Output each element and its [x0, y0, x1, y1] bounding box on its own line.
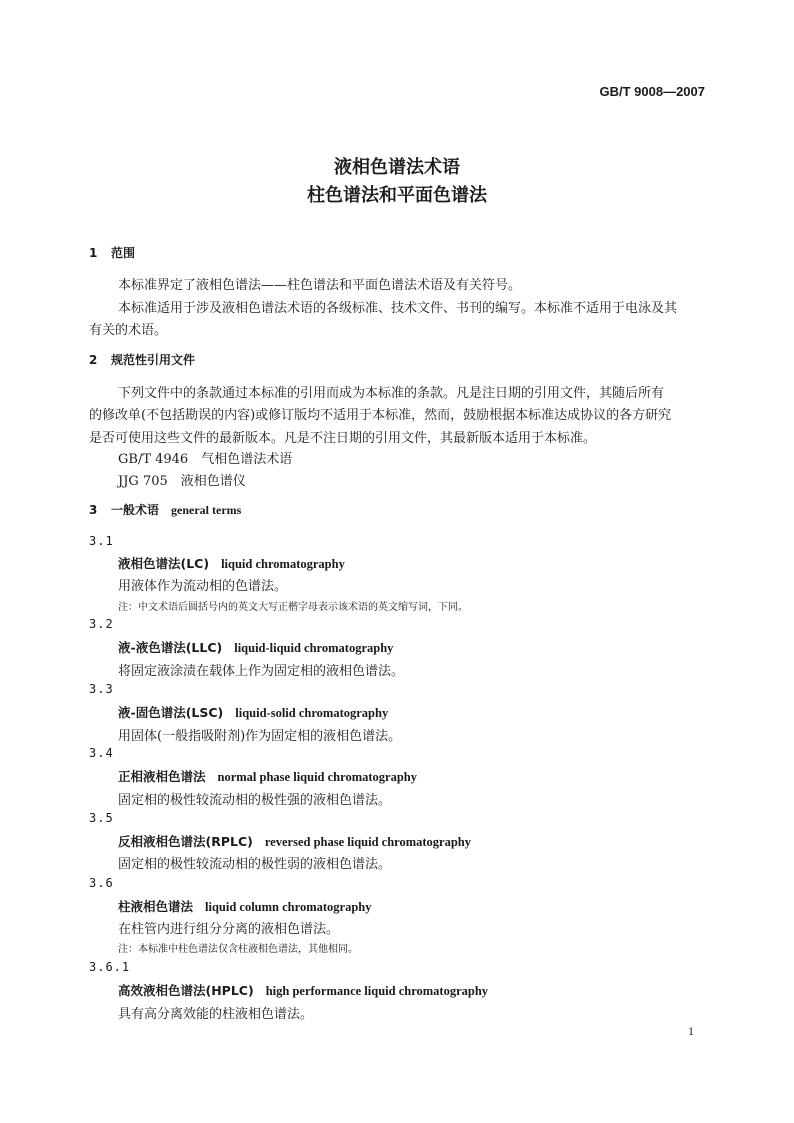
term-zh: 高效液相色谱法(HPLC): [118, 983, 254, 998]
term-definition: 固定相的极性较流动相的极性强的液相色谱法。: [118, 793, 392, 808]
term-heading: [118, 897, 371, 915]
term-number: 3.3: [89, 682, 114, 696]
term-note: 注：本标准中柱色谱法仅含柱液相色谱法，其他相同。: [118, 944, 358, 955]
term-definition: 用固体(一般指吸附剂)作为固定相的液相色谱法。: [118, 729, 402, 744]
section-title: 规范性引用文件: [111, 353, 196, 367]
paragraph: 本标准界定了液相色谱法——柱色谱法和平面色谱法术语及有关符号。: [118, 278, 522, 293]
term-number: 3.5: [89, 811, 114, 825]
section-heading-general-terms: [89, 501, 241, 518]
paragraph: 本标准适用于涉及液相色谱法术语的各级标准、技术文件、书刊的编写。本标准不适用于电泳及其: [118, 301, 678, 316]
term-en: liquid-liquid chromatography: [234, 641, 394, 655]
section-heading-scope: [89, 244, 135, 261]
section-title-en: general terms: [171, 503, 242, 517]
document-title-line-2: 柱色谱法和平面色谱法: [307, 185, 487, 206]
term-definition: 具有高分离效能的柱液相色谱法。: [118, 1007, 314, 1022]
term-en: liquid chromatography: [221, 557, 345, 571]
term-definition: 在柱管内进行组分分离的液相色谱法。: [118, 922, 340, 937]
term-zh: 液相色谱法(LC): [118, 556, 210, 571]
paragraph-continuation: 是否可使用这些文件的最新版本。凡是不注日期的引用文件，其最新版本适用于本标准。: [89, 431, 597, 446]
term-number: 3.6: [89, 876, 114, 890]
term-heading: [118, 703, 388, 721]
page-number: 1: [688, 1024, 694, 1038]
term-zh: 液-液色谱法(LLC): [118, 640, 223, 655]
term-en: liquid column chromatography: [205, 900, 372, 914]
document-title-line-1: 液相色谱法术语: [334, 157, 460, 178]
term-zh: 柱液相色谱法: [118, 899, 194, 914]
paragraph-continuation: 的修改单(不包括勘误的内容)或修订版均不适用于本标准，然而，鼓励根据本标准达成协议的各方研究: [89, 408, 672, 423]
term-heading: [118, 767, 417, 785]
term-number: 3.6.1: [89, 960, 131, 974]
section-number: 3: [89, 503, 98, 517]
section-heading-normative-references: [89, 351, 195, 368]
term-zh: 反相液相色谱法(RPLC): [118, 834, 253, 849]
term-en: reversed phase liquid chromatography: [264, 835, 472, 849]
section-title: 范围: [111, 246, 136, 260]
term-definition: 用液体作为流动相的色谱法。: [118, 579, 288, 594]
term-definition: 将固定液涂渍在载体上作为固定相的液相色谱法。: [118, 664, 405, 679]
term-heading: [118, 981, 488, 999]
section-number: 2: [89, 353, 98, 367]
term-heading: [118, 638, 393, 656]
section-number: 1: [89, 246, 98, 260]
term-en: high performance liquid chromatography: [265, 984, 489, 998]
term-number: 3.2: [89, 617, 114, 631]
paragraph-continuation: 有关的术语。: [89, 323, 168, 338]
term-zh: 正相液相色谱法: [118, 769, 206, 784]
term-zh: 液-固色谱法(LSC): [118, 705, 224, 720]
term-en: liquid-solid chromatography: [235, 706, 389, 720]
section-title-zh: 一般术语: [111, 503, 160, 517]
reference-item: GB/T 4946 气相色谱法术语: [118, 452, 293, 467]
term-heading: [118, 832, 471, 850]
term-en: normal phase liquid chromatography: [217, 770, 417, 784]
paragraph: 下列文件中的条款通过本标准的引用而成为本标准的条款。凡是注日期的引用文件，其随后所有: [118, 386, 665, 401]
term-heading: [118, 554, 345, 572]
standard-number: GB/T 9008—2007: [599, 84, 705, 99]
term-note: 注：中文术语后圆括号内的英文大写正楷字母表示该术语的英文缩写词，下同。: [118, 602, 468, 613]
reference-item: JJG 705 液相色谱仪: [118, 474, 246, 489]
term-number: 3.4: [89, 746, 114, 760]
term-number: 3.1: [89, 534, 114, 548]
term-definition: 固定相的极性较流动相的极性弱的液相色谱法。: [118, 857, 392, 872]
